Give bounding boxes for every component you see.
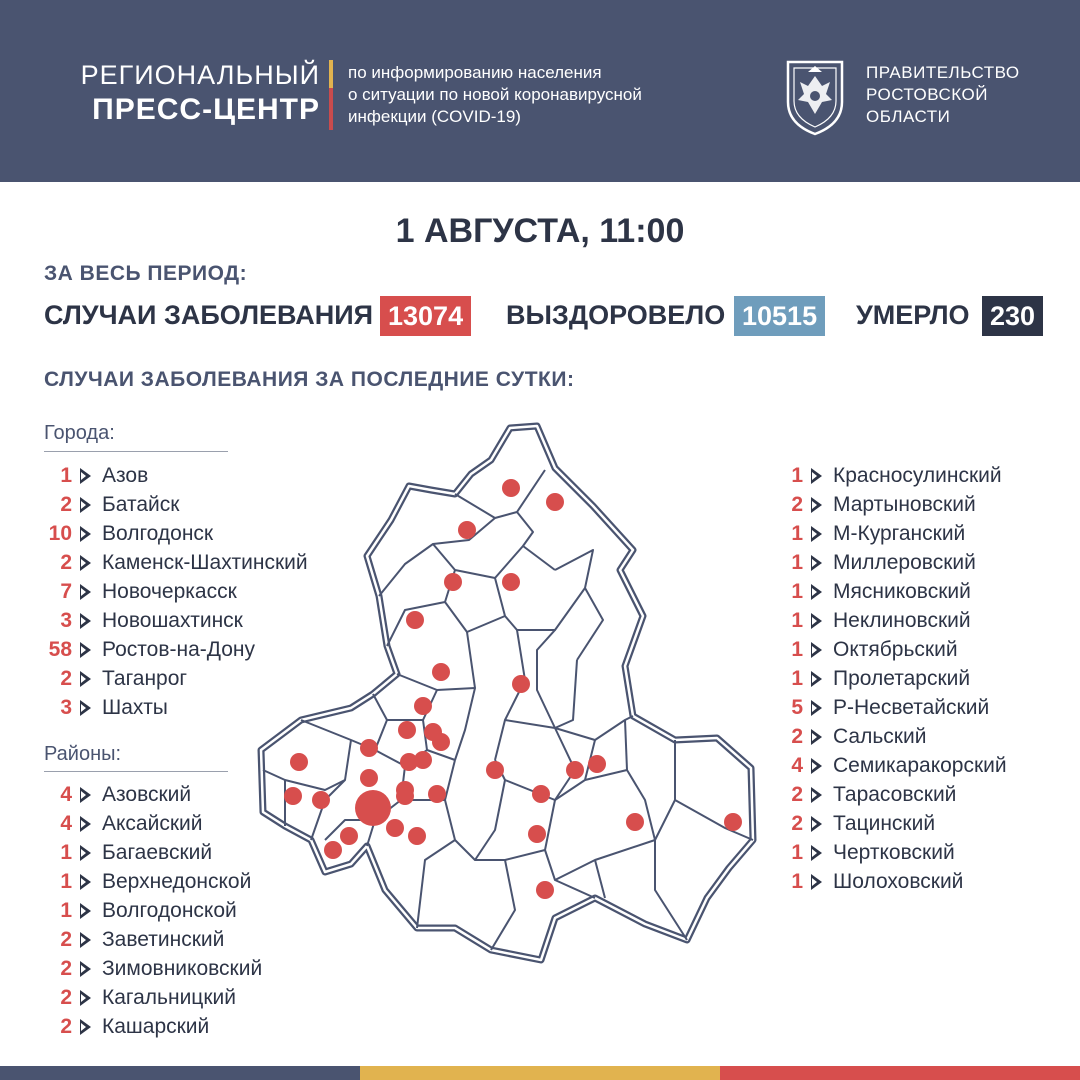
case-count: 2: [791, 812, 803, 835]
case-count: 1: [60, 841, 72, 864]
place-name: Ростов-на-Дону: [102, 638, 255, 661]
case-marker: [406, 611, 424, 629]
list-item: [775, 577, 1065, 606]
place-name: Р-Несветайский: [833, 696, 990, 719]
triangle-bullet-icon: [811, 787, 822, 803]
case-count: 1: [791, 870, 803, 893]
place-name: Аксайский: [102, 812, 203, 835]
triangle-bullet-icon: [80, 990, 91, 1006]
case-count: 1: [791, 551, 803, 574]
triangle-bullet-icon: [80, 932, 91, 948]
districts-right-list: [775, 461, 1065, 896]
case-count: 2: [791, 783, 803, 806]
place-name: Азов: [102, 464, 149, 487]
footer-stripe-red: [720, 1066, 1080, 1080]
place-name: Новошахтинск: [102, 609, 243, 632]
case-marker: [340, 827, 358, 845]
case-marker: [486, 761, 504, 779]
cases-value: 13074: [380, 296, 471, 336]
case-count: 7: [60, 580, 72, 603]
case-count: 1: [791, 609, 803, 632]
case-marker: [588, 755, 606, 773]
triangle-bullet-icon: [80, 903, 91, 919]
title-line-1: РЕГИОНАЛЬНЫЙ: [80, 60, 320, 90]
case-count: 4: [791, 754, 803, 777]
triangle-bullet-icon: [80, 642, 91, 658]
case-count: 4: [60, 783, 72, 806]
triangle-bullet-icon: [811, 816, 822, 832]
place-name: Кагальницкий: [102, 986, 236, 1009]
case-marker: [502, 573, 520, 591]
triangle-bullet-icon: [811, 555, 822, 571]
triangle-bullet-icon: [80, 468, 91, 484]
case-marker: [502, 479, 520, 497]
place-name: Тарасовский: [833, 783, 957, 806]
case-count: 2: [60, 1015, 72, 1038]
triangle-bullet-icon: [811, 584, 822, 600]
place-name: Кашарский: [102, 1015, 210, 1038]
list-item: [44, 1012, 364, 1041]
died-value: 230: [982, 296, 1043, 336]
case-marker: [396, 787, 414, 805]
place-name: Октябрьский: [833, 638, 958, 661]
government-name: [866, 62, 1020, 128]
list-item: [44, 983, 364, 1012]
place-name: Таганрог: [102, 667, 188, 690]
cases-label: СЛУЧАИ ЗАБОЛЕВАНИЯ: [44, 300, 374, 330]
case-marker: [312, 791, 330, 809]
case-count: 3: [60, 609, 72, 632]
triangle-bullet-icon: [811, 874, 822, 890]
press-center-description: [348, 62, 642, 128]
place-name: Неклиновский: [833, 609, 971, 632]
description-line-1: по информированию населения: [348, 63, 602, 82]
list-item: [775, 461, 1065, 490]
case-count: 1: [60, 464, 72, 487]
triangle-bullet-icon: [80, 816, 91, 832]
case-marker: [414, 697, 432, 715]
case-marker: [432, 733, 450, 751]
case-marker: [360, 769, 378, 787]
case-marker: [626, 813, 644, 831]
triangle-bullet-icon: [811, 700, 822, 716]
case-count: 10: [48, 522, 72, 545]
case-count: 2: [60, 957, 72, 980]
list-item: [775, 548, 1065, 577]
place-name: Багаевский: [102, 841, 213, 864]
case-marker: [724, 813, 742, 831]
case-count: 2: [791, 493, 803, 516]
case-marker: [536, 881, 554, 899]
triangle-bullet-icon: [80, 700, 91, 716]
place-name: Семикаракорский: [833, 754, 1007, 777]
list-item: [775, 606, 1065, 635]
place-name: Каменск-Шахтинский: [102, 551, 308, 574]
list-item: [775, 867, 1065, 896]
region-outline: [261, 426, 753, 960]
case-marker: [398, 721, 416, 739]
triangle-bullet-icon: [80, 671, 91, 687]
case-count: 3: [60, 696, 72, 719]
list-item: [775, 664, 1065, 693]
triangle-bullet-icon: [811, 497, 822, 513]
case-count: 58: [48, 638, 72, 661]
cities-divider: [44, 451, 228, 452]
place-name: Шахты: [102, 696, 168, 719]
period-label: ЗА ВЕСЬ ПЕРИОД:: [44, 262, 248, 285]
case-count: 2: [60, 986, 72, 1009]
case-count: 5: [791, 696, 803, 719]
case-count: 1: [791, 667, 803, 690]
recovered-label: ВЫЗДОРОВЕЛО: [506, 300, 726, 330]
case-marker: [444, 573, 462, 591]
place-name: Азовский: [102, 783, 192, 806]
died-label: УМЕРЛО: [856, 300, 970, 330]
triangle-bullet-icon: [811, 468, 822, 484]
place-name: Батайск: [102, 493, 180, 516]
header-banner: [0, 0, 1080, 182]
list-item: [775, 635, 1065, 664]
case-marker: [428, 785, 446, 803]
case-marker: [528, 825, 546, 843]
footer-stripe-blue: [0, 1066, 360, 1080]
triangle-bullet-icon: [80, 787, 91, 803]
place-name: Красносулинский: [833, 464, 1002, 487]
case-count: 1: [60, 899, 72, 922]
place-name: Верхнедонской: [102, 870, 252, 893]
case-marker: [566, 761, 584, 779]
place-name: Мясниковский: [833, 580, 971, 603]
case-marker: [360, 739, 378, 757]
coat-of-arms-icon: [780, 56, 850, 136]
case-count: 2: [60, 551, 72, 574]
government-line-2: РОСТОВСКОЙ: [866, 85, 988, 104]
triangle-bullet-icon: [811, 758, 822, 774]
case-marker: [324, 841, 342, 859]
place-name: Сальский: [833, 725, 927, 748]
case-marker: [512, 675, 530, 693]
triangle-bullet-icon: [811, 526, 822, 542]
place-name: М-Курганский: [833, 522, 966, 545]
place-name: Зимовниковский: [102, 957, 263, 980]
place-name: Волгодонской: [102, 899, 237, 922]
case-marker: [284, 787, 302, 805]
triangle-bullet-icon: [80, 526, 91, 542]
case-count: 4: [60, 812, 72, 835]
footer-stripe-yellow: [360, 1066, 720, 1080]
list-item: [775, 693, 1065, 722]
case-count: 1: [791, 464, 803, 487]
triangle-bullet-icon: [80, 874, 91, 890]
place-name: Пролетарский: [833, 667, 971, 690]
title-line-2: ПРЕСС-ЦЕНТР: [92, 93, 320, 126]
description-line-2: о ситуации по новой коронавирусной: [348, 85, 642, 104]
triangle-bullet-icon: [811, 613, 822, 629]
case-count: 1: [791, 580, 803, 603]
triangle-bullet-icon: [80, 584, 91, 600]
recovered-value: 10515: [734, 296, 825, 336]
case-marker: [290, 753, 308, 771]
report-date: 1 АВГУСТА, 11:00: [395, 212, 685, 250]
list-item: [775, 490, 1065, 519]
place-name: Заветинский: [102, 928, 225, 951]
case-count: 2: [791, 725, 803, 748]
triangle-bullet-icon: [80, 497, 91, 513]
description-line-3: инфекции (COVID-19): [348, 107, 521, 126]
case-marker: [458, 521, 476, 539]
case-count: 1: [791, 638, 803, 661]
triangle-bullet-icon: [811, 845, 822, 861]
list-item: [775, 838, 1065, 867]
place-name: Новочеркасск: [102, 580, 237, 603]
triangle-bullet-icon: [80, 1019, 91, 1035]
region-map: [255, 420, 775, 970]
case-marker: [408, 827, 426, 845]
case-marker: [386, 819, 404, 837]
triangle-bullet-icon: [80, 961, 91, 977]
triangle-bullet-icon: [811, 729, 822, 745]
case-marker: [414, 751, 432, 769]
list-item: [775, 780, 1065, 809]
list-item: [775, 809, 1065, 838]
cities-heading: Города:: [44, 422, 115, 444]
case-count: 2: [60, 667, 72, 690]
case-marker: [546, 493, 564, 511]
list-item: [775, 519, 1065, 548]
press-center-title: [58, 58, 320, 128]
case-count: 1: [791, 522, 803, 545]
divider-bar-accent: [329, 60, 333, 88]
place-name: Чертковский: [833, 841, 955, 864]
place-name: Миллеровский: [833, 551, 976, 574]
districts-heading: Районы:: [44, 743, 122, 765]
list-item: [775, 722, 1065, 751]
case-count: 1: [791, 841, 803, 864]
daily-label: СЛУЧАИ ЗАБОЛЕВАНИЯ ЗА ПОСЛЕДНИЕ СУТКИ:: [44, 368, 575, 391]
triangle-bullet-icon: [80, 613, 91, 629]
list-item: [775, 751, 1065, 780]
case-marker: [432, 663, 450, 681]
triangle-bullet-icon: [80, 555, 91, 571]
triangle-bullet-icon: [80, 845, 91, 861]
place-name: Волгодонск: [102, 522, 214, 545]
government-line-3: ОБЛАСТИ: [866, 107, 951, 126]
case-count: 2: [60, 928, 72, 951]
case-count: 2: [60, 493, 72, 516]
triangle-bullet-icon: [811, 642, 822, 658]
case-marker: [355, 790, 391, 826]
place-name: Тацинский: [833, 812, 936, 835]
place-name: Мартыновский: [833, 493, 976, 516]
districts-divider: [44, 771, 228, 772]
government-line-1: ПРАВИТЕЛЬСТВО: [866, 63, 1020, 82]
triangle-bullet-icon: [811, 671, 822, 687]
place-name: Шолоховский: [833, 870, 964, 893]
case-count: 1: [60, 870, 72, 893]
case-marker: [532, 785, 550, 803]
